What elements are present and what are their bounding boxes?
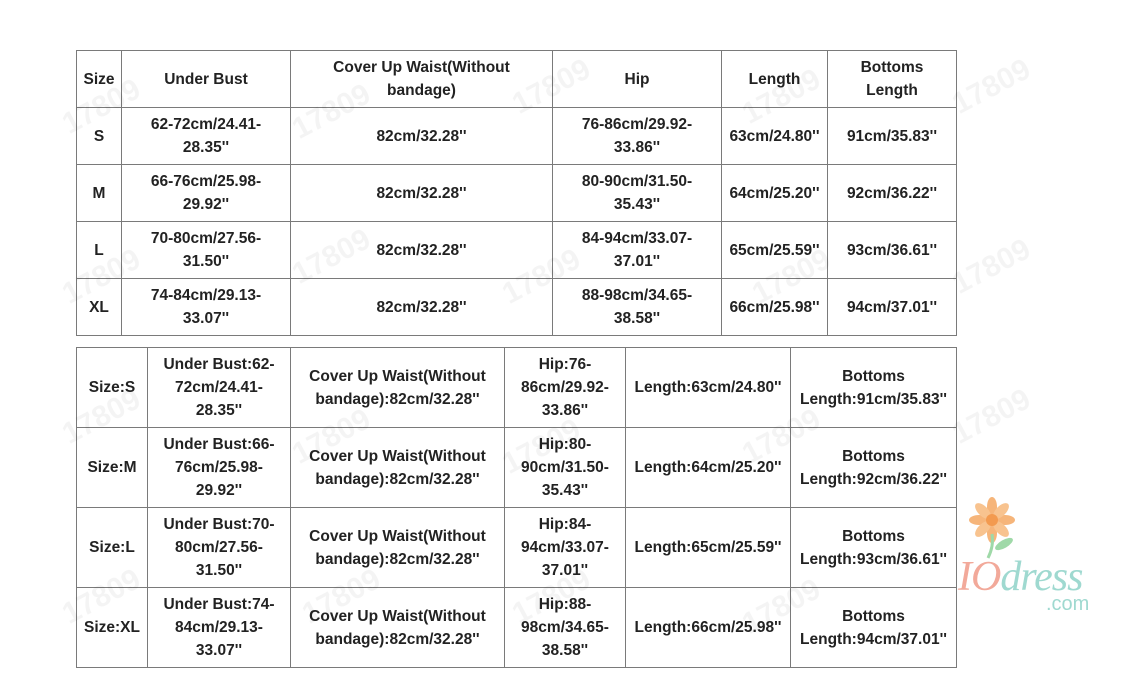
length-cell: Length:64cm/25.20'' <box>626 428 791 508</box>
header-cell: Under Bust <box>122 51 291 108</box>
length-cell: Length:63cm/24.80'' <box>626 348 791 428</box>
hip-cell: 88-98cm/34.65- 38.58'' <box>553 279 722 336</box>
watermark <box>947 382 1037 451</box>
bottoms-length-cell: 93cm/36.61'' <box>828 222 957 279</box>
header-cell: Cover Up Waist(Without bandage) <box>291 51 553 108</box>
size-detail-table <box>76 347 957 668</box>
under-bust-cell: Under Bust:66- 76cm/25.98- 29.92'' <box>148 428 291 508</box>
bottoms-length-cell: 94cm/37.01'' <box>828 279 957 336</box>
table-row <box>77 588 957 668</box>
table-row <box>77 165 957 222</box>
table-row <box>77 508 957 588</box>
waist-cell: Cover Up Waist(Without bandage):82cm/32.28'' <box>291 508 505 588</box>
hip-cell: 76-86cm/29.92- 33.86'' <box>553 108 722 165</box>
watermark <box>947 52 1037 121</box>
bottoms-length-cell: Bottoms Length:93cm/36.61'' <box>791 508 957 588</box>
waist-cell: 82cm/32.28'' <box>291 222 553 279</box>
waist-cell: 82cm/32.28'' <box>291 279 553 336</box>
length-cell: Length:65cm/25.59'' <box>626 508 791 588</box>
header-cell: Length <box>722 51 828 108</box>
table-row <box>77 279 957 336</box>
hip-cell: 84-94cm/33.07- 37.01'' <box>553 222 722 279</box>
size-cell: Size:M <box>77 428 148 508</box>
table-row <box>77 348 957 428</box>
under-bust-cell: 70-80cm/27.56- 31.50'' <box>122 222 291 279</box>
waist-cell: 82cm/32.28'' <box>291 165 553 222</box>
length-cell: 64cm/25.20'' <box>722 165 828 222</box>
brand-domain-suffix: .com <box>1046 593 1090 615</box>
header-cell: Hip <box>553 51 722 108</box>
size-cell: M <box>77 165 122 222</box>
size-cell: Size:L <box>77 508 148 588</box>
waist-cell: 82cm/32.28'' <box>291 108 553 165</box>
waist-cell: Cover Up Waist(Without bandage):82cm/32.28'' <box>291 348 505 428</box>
header-cell: Bottoms Length <box>828 51 957 108</box>
bottoms-length-cell: Bottoms Length:94cm/37.01'' <box>791 588 957 668</box>
bottoms-length-cell: 92cm/36.22'' <box>828 165 957 222</box>
bottoms-length-cell: 91cm/35.83'' <box>828 108 957 165</box>
watermark <box>947 232 1037 301</box>
brand-name-part: dress <box>1000 554 1083 600</box>
length-cell: Length:66cm/25.98'' <box>626 588 791 668</box>
brand-name-part: IO <box>958 554 1001 600</box>
table-header-row <box>77 51 957 108</box>
size-cell: XL <box>77 279 122 336</box>
waist-cell: Cover Up Waist(Without bandage):82cm/32.28'' <box>291 428 505 508</box>
size-cell: S <box>77 108 122 165</box>
header-cell: Size <box>77 51 122 108</box>
under-bust-cell: 62-72cm/24.41- 28.35'' <box>122 108 291 165</box>
table-row <box>77 222 957 279</box>
table-row <box>77 428 957 508</box>
under-bust-cell: Under Bust:70- 80cm/27.56- 31.50'' <box>148 508 291 588</box>
hip-cell: Hip:84- 94cm/33.07- 37.01'' <box>505 508 626 588</box>
hip-cell: Hip:88- 98cm/34.65- 38.58'' <box>505 588 626 668</box>
bottoms-length-cell: Bottoms Length:92cm/36.22'' <box>791 428 957 508</box>
size-chart-table <box>76 50 957 336</box>
size-cell: Size:XL <box>77 588 148 668</box>
table-row <box>77 108 957 165</box>
hip-cell: Hip:76- 86cm/29.92- 33.86'' <box>505 348 626 428</box>
size-cell: L <box>77 222 122 279</box>
size-cell: Size:S <box>77 348 148 428</box>
under-bust-cell: 66-76cm/25.98- 29.92'' <box>122 165 291 222</box>
brand-logo-text <box>958 556 1082 598</box>
under-bust-cell: 74-84cm/29.13- 33.07'' <box>122 279 291 336</box>
length-cell: 66cm/25.98'' <box>722 279 828 336</box>
length-cell: 65cm/25.59'' <box>722 222 828 279</box>
length-cell: 63cm/24.80'' <box>722 108 828 165</box>
under-bust-cell: Under Bust:74- 84cm/29.13- 33.07'' <box>148 588 291 668</box>
bottoms-length-cell: Bottoms Length:91cm/35.83'' <box>791 348 957 428</box>
under-bust-cell: Under Bust:62- 72cm/24.41- 28.35'' <box>148 348 291 428</box>
waist-cell: Cover Up Waist(Without bandage):82cm/32.28'' <box>291 588 505 668</box>
hip-cell: Hip:80- 90cm/31.50- 35.43'' <box>505 428 626 508</box>
hip-cell: 80-90cm/31.50- 35.43'' <box>553 165 722 222</box>
